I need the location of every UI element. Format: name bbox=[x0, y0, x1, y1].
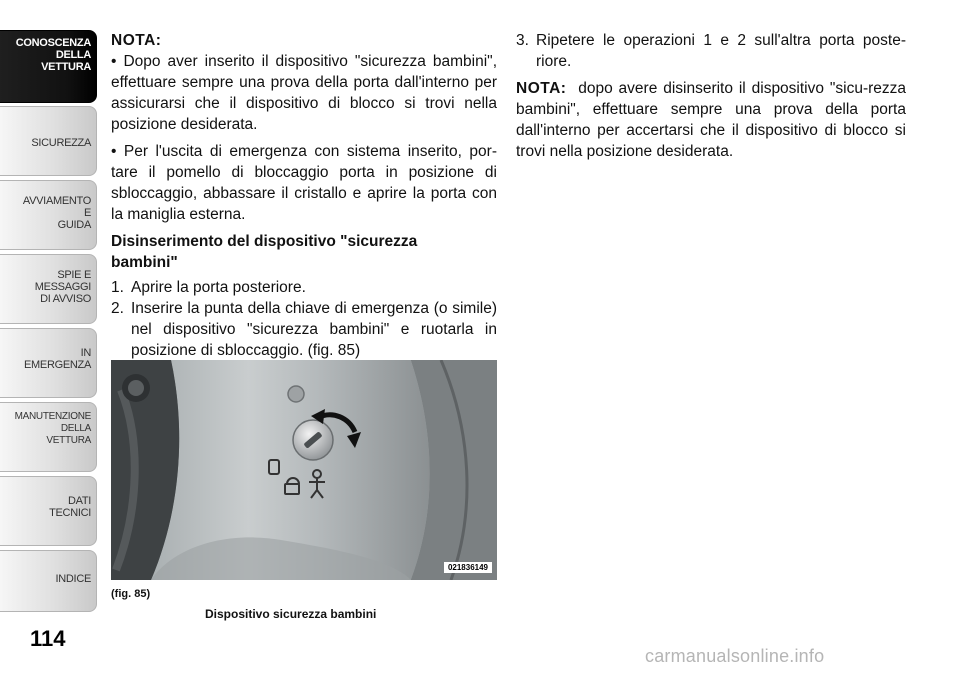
step-text: Inserire la punta della chiave di emergenza (o simile) nel dispositivo "sicurezza bambini" e ruotarla in posizione di sbloccaggio. (fig. 85) bbox=[131, 300, 497, 359]
tab-label-line: GUIDA bbox=[57, 219, 91, 231]
step-item bbox=[111, 277, 497, 298]
child-lock-photo bbox=[111, 360, 497, 580]
tab-label-line: DI AVVISO bbox=[40, 293, 91, 305]
step-text: Ripetere le operazioni 1 e 2 sull'altra porta poste-riore. bbox=[536, 32, 906, 70]
tab-avviamento-e-guida[interactable] bbox=[0, 180, 97, 250]
tab-in-emergenza[interactable] bbox=[0, 328, 97, 398]
step-item bbox=[516, 30, 906, 72]
tab-conoscenza-della-vettura[interactable] bbox=[0, 30, 97, 103]
tab-label-line: VETTURA bbox=[41, 61, 91, 73]
tab-label-line: DATI bbox=[67, 495, 91, 507]
emergency-bullet: • Per l'uscita di emergenza con sistema inserito, por-tare il pomello di bloccaggio porta in posizione di sbloccaggio, abbassare il cristallo e aprire la porta con la maniglia esterna. bbox=[111, 143, 497, 223]
left-column bbox=[111, 30, 497, 361]
tab-label-line: EMERGENZA bbox=[24, 359, 91, 371]
step-number: 2. bbox=[111, 300, 124, 317]
step-number: 3. bbox=[516, 32, 529, 49]
figure-caption: Dispositivo sicurezza bambini bbox=[205, 607, 377, 621]
right-column bbox=[516, 30, 906, 162]
step-number: 1. bbox=[111, 279, 124, 296]
nota-text: dopo avere disinserito il dispositivo "sicu-rezza bambini", effettuare sempre una prova della porta dall'interno per accertarsi che il dispositivo di blocco si trovi nella posizione desiderata. bbox=[516, 80, 907, 160]
nota-paragraph bbox=[516, 78, 906, 162]
step-text: Aprire la porta posteriore. bbox=[131, 279, 306, 296]
section-heading: Disinserimento del dispositivo "sicurezza bambini" bbox=[111, 233, 418, 271]
figure-code: 021836149 bbox=[444, 562, 492, 573]
tab-label-line: E bbox=[83, 207, 91, 219]
tab-label-line: INDICE bbox=[55, 573, 91, 585]
tab-label-line: TECNICI bbox=[49, 507, 91, 519]
tab-spie-e-messaggi[interactable] bbox=[0, 254, 97, 324]
page-number: 114 bbox=[30, 626, 66, 651]
tab-label-line: AVVIAMENTO bbox=[22, 195, 91, 207]
tab-label-line: DELLA bbox=[60, 423, 91, 434]
figure-label: (fig. 85) bbox=[111, 588, 151, 600]
tab-indice[interactable] bbox=[0, 550, 97, 612]
figure-child-lock bbox=[111, 360, 497, 580]
watermark: carmanualsonline.info bbox=[645, 646, 825, 666]
tab-dati-tecnici[interactable] bbox=[0, 476, 97, 546]
tab-label-line: CONOSCENZA bbox=[15, 37, 91, 49]
tab-label-line: VETTURA bbox=[46, 435, 91, 446]
tab-label-line: MANUTENZIONE bbox=[14, 411, 91, 422]
nota-label: NOTA: bbox=[516, 80, 567, 97]
tab-label-line: SICUREZZA bbox=[31, 137, 91, 149]
nota-bullet: • Dopo aver inserito il dispositivo "sicurezza bambini", effettuare sempre una prova della porta dall'interno per assicurarsi che il dispositivo di blocco si trovi nella posizione desiderata. bbox=[111, 53, 497, 133]
step-item bbox=[111, 298, 497, 361]
tab-label-line: SPIE E bbox=[57, 269, 91, 281]
nota-heading: NOTA: bbox=[111, 32, 162, 49]
tab-manutenzione-della-vettura[interactable] bbox=[0, 402, 97, 472]
tab-sicurezza[interactable] bbox=[0, 106, 97, 176]
tab-label-line: MESSAGGI bbox=[34, 281, 91, 293]
tab-label-line: IN bbox=[80, 347, 91, 359]
tab-label-line: DELLA bbox=[55, 49, 91, 61]
